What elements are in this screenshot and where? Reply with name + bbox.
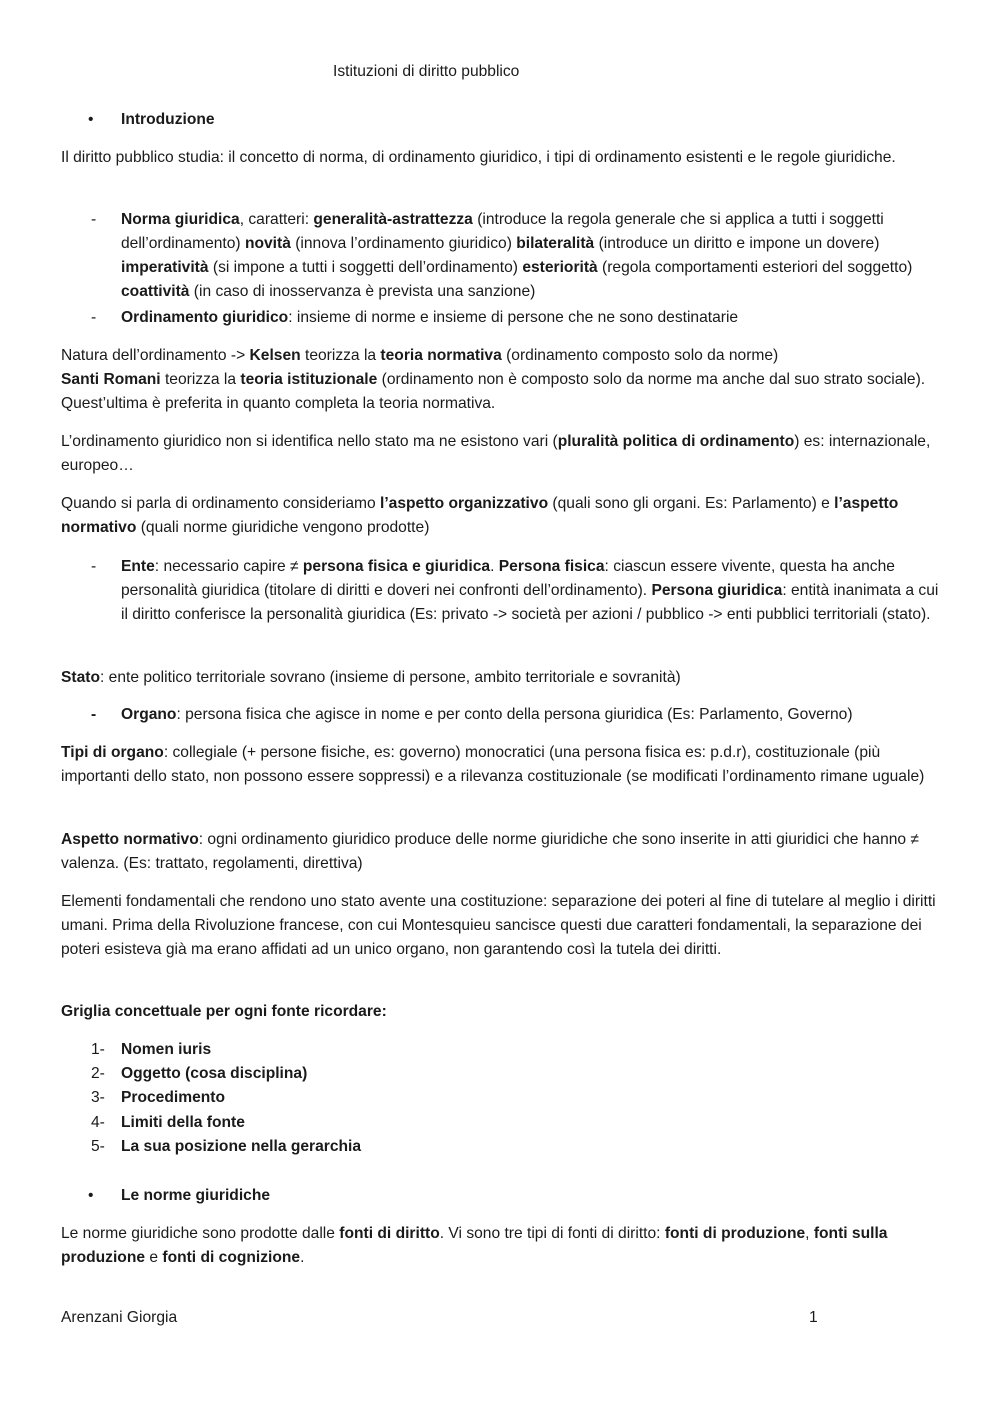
number-marker: 4- (91, 1114, 105, 1131)
dash-marker: - (91, 706, 97, 723)
document-title: Istituzioni di diritto pubblico (333, 63, 520, 80)
footer-page-number: 1 (809, 1309, 818, 1326)
numbered-item-text: Oggetto (cosa disciplina) (121, 1065, 308, 1082)
paragraph-griglia-heading: Griglia concettuale per ogni fonte ricordare: (61, 1003, 387, 1020)
list-item-norma-giuridica (91, 208, 941, 304)
bullet-icon: • (88, 111, 94, 128)
footer-author: Arenzani Giorgia (61, 1309, 178, 1326)
paragraph-aspetto-normativo: Aspetto normativo: ogni ordinamento giuridico produce delle norme giuridiche che sono inserite in atti giuridici che hanno ≠ valenza. (Es: trattato, regolamenti, direttiva) (61, 831, 919, 872)
list-item-text: Ente: necessario capire ≠ persona fisica e giuridica. Persona fisica: ciascun essere vivente, questa ha anche personalità giuridica (titolare di diritti e doveri nei confronti dell’ordinamento). Persona giuridica: entità inanimata a cui il diritto conferisce la personalità giuridica (Es: privato -> società per azioni / pubblico -> enti pubblici territoriali (stato). (121, 558, 939, 623)
paragraph-elementi-fondamentali: Elementi fondamentali che rendono uno stato avente una costituzione: separazione dei poteri al fine di tutelare al meglio i diritti umani. Prima della Rivoluzione francese, con cui Montesquieu sancisce questi due caratteri fondamentali, la separazione dei poteri esisteva già ma erano affidati ad un unico organo, non garantendo così la tutela dei diritti. (61, 893, 936, 958)
numbered-item-text: La sua posizione nella gerarchia (121, 1138, 362, 1155)
list-item-text: Ordinamento giuridico: insieme di norme e insieme di persone che ne sono destinatarie (121, 309, 739, 326)
list-item-ordinamento-giuridico (91, 306, 941, 330)
numbered-item-text: Nomen iuris (121, 1041, 212, 1058)
number-marker: 2- (91, 1065, 105, 1082)
number-marker: 1- (91, 1041, 105, 1058)
dash-marker: - (91, 211, 97, 228)
paragraph-fonti: Le norme giuridiche sono prodotte dalle fonti di diritto. Vi sono tre tipi di fonti di diritto: fonti di produzione, fonti sulla produzione e fonti di cognizione. (61, 1225, 888, 1266)
dash-marker: - (91, 558, 97, 575)
number-marker: 3- (91, 1089, 105, 1106)
paragraph-intro: Il diritto pubblico studia: il concetto di norma, di ordinamento giuridico, i tipi di ordinamento esistenti e le regole giuridiche. (61, 149, 896, 166)
paragraph-aspetti: Quando si parla di ordinamento consideriamo l’aspetto organizzativo (quali sono gli organi. Es: Parlamento) e l’aspetto normativo (quali norme giuridiche vengono prodotte) (61, 495, 899, 536)
paragraph-natura-ordinamento: Natura dell’ordinamento -> Kelsen teorizza la teoria normativa (ordinamento composto solo da norme) Santi Romani teorizza la teoria istituzionale (ordinamento non è composto solo da norme ma anche dal suo strato sociale). Quest’ultima è preferita in quanto completa la teoria normativa. (61, 347, 926, 412)
numbered-item-text: Procedimento (121, 1089, 225, 1106)
paragraph-pluralita: L’ordinamento giuridico non si identifica nello stato ma ne esistono vari (pluralità politica di ordinamento) es: internazionale, europeo… (61, 433, 931, 474)
bullet-icon: • (88, 1187, 94, 1204)
numbered-item-text: Limiti della fonte (121, 1114, 245, 1131)
list-item-ente (91, 555, 941, 627)
list-item-text: Organo: persona fisica che agisce in nome e per conto della persona giuridica (Es: Parlamento, Governo) (121, 706, 853, 723)
paragraph-stato: Stato: ente politico territoriale sovrano (insieme di persone, ambito territoriale e sovranità) (61, 669, 681, 686)
heading-text: Introduzione (121, 111, 215, 128)
list-item-text: Norma giuridica, caratteri: generalità-astrattezza (introduce la regola generale che si applica a tutti i soggetti dell’ordinamento) novità (innova l’ordinamento giuridico) bilateralità (introduce un diritto e impone un dovere) imperatività (si impone a tutti i soggetti dell’ordinamento) esteriorità (regola comportamenti esteriori del soggetto) coattività (in caso di inosservanza è prevista una sanzione) (121, 211, 913, 300)
paragraph-tipi-di-organo: Tipi di organo: collegiale (+ persone fisiche, es: governo) monocratici (una persona fisica es: p.d.r), costituzionale (più importanti dello stato, non possono essere soppressi) e a rilevanza costituzionale (se modificati l’ordinamento rimane uguale) (61, 744, 925, 785)
dash-marker: - (91, 309, 97, 326)
number-marker: 5- (91, 1138, 105, 1155)
list-item-organo (91, 703, 941, 727)
heading-text: Le norme giuridiche (121, 1187, 271, 1204)
